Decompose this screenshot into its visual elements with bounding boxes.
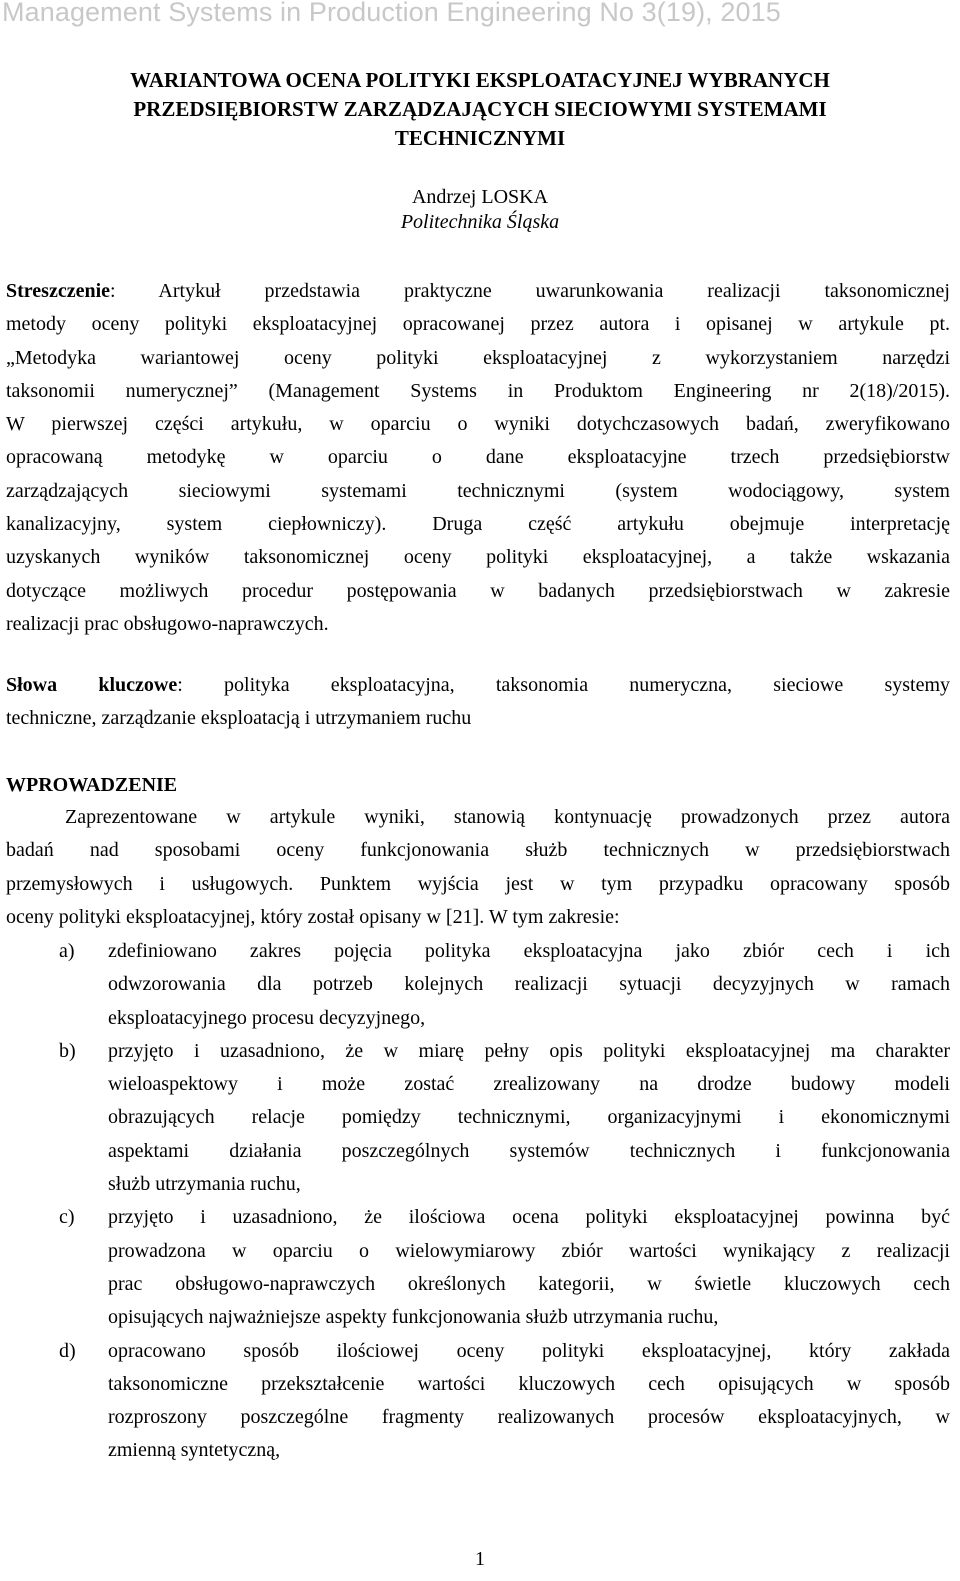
abstract-label: Streszczenie: [6, 280, 111, 302]
section-heading: WPROWADZENIE: [6, 774, 178, 796]
list-item-line: opracowano sposób ilościowej oceny polityki eksploatacyjnej, który zakłada: [108, 1339, 950, 1362]
abstract-line: taksonomii numerycznej” (Management Systems in Produktom Engineering nr 2(18)/2015).: [6, 379, 950, 402]
keywords-label: Słowa kluczowe: [6, 674, 178, 696]
list-item: [0, 1201, 950, 1334]
page-number: 1: [475, 1548, 485, 1570]
abstract: [6, 275, 950, 641]
author-affiliation: Politechnika Śląska: [400, 211, 560, 233]
abstract-line: dotyczące możliwych procedur postępowania w badanych przedsiębiorstwach w zakresie: [6, 579, 950, 602]
list-item-line: opisujących najważniejsze aspekty funkcjonowania służb utrzymania ruchu,: [108, 1306, 719, 1329]
abstract-line: opracowaną metodykę w oparciu o dane eksploatacyjne trzech przedsiębiorstw: [6, 446, 950, 469]
intro-paragraph: [6, 801, 950, 934]
list-item-line: zmienną syntetyczną,: [108, 1439, 281, 1462]
title-line: PRZEDSIĘBIORSTW ZARZĄDZAJĄCYCH SIECIOWYMI SYSTEMAMI: [133, 97, 827, 121]
abstract-first-line-text: : Artykuł przedstawia praktyczne uwarunkowania realizacji taksonomicznej: [110, 280, 950, 302]
abstract-line: metody oceny polityki eksploatacyjnej opracowanej przez autora i opisanej w artykule pt.: [6, 313, 950, 336]
title-line: TECHNICZNYMI: [394, 126, 566, 150]
abstract-line: zarządzających sieciowymi systemami technicznymi (system wodociągowy, system: [6, 479, 950, 502]
list-item-marker: a): [59, 940, 75, 962]
abstract-line: W pierwszej części artykułu, w oparciu o wyniki dotychczasowych badań, zweryfikowano: [6, 413, 950, 436]
list-item-line: taksonomiczne przekształcenie wartości kluczowych cech opisujących w sposób: [108, 1372, 950, 1395]
list-item-line: wieloaspektowy i może zostać zrealizowany na drodze budowy modeli: [108, 1073, 950, 1096]
intro-line: Zaprezentowane w artykule wyniki, stanowią kontynuację prowadzonych przez autora: [65, 806, 950, 828]
keywords-first-line-text: : polityka eksploatacyjna, taksonomia numeryczna, sieciowe systemy: [177, 674, 950, 696]
list-item-line: zdefiniowano zakres pojęcia polityka eksploatacyjna jako zbiór cech i ich: [108, 940, 950, 962]
list-item-line: aspektami działania poszczególnych systemów technicznych i funkcjonowania: [108, 1139, 950, 1162]
list-item-marker: b): [59, 1039, 76, 1062]
list-item-line: odwzorowania dla potrzeb kolejnych realizacji sytuacji decyzyjnych w ramach: [108, 973, 950, 996]
running-header: Management Systems in Production Engineering No 3(19), 2015: [2, 0, 781, 27]
abstract-line: uzyskanych wyników taksonomicznej oceny polityki eksploatacyjnej, a także wskazania: [6, 546, 950, 569]
intro-line: badań nad sposobami oceny funkcjonowania służb technicznych w przedsiębiorstwach: [6, 839, 950, 862]
list-item-line: prac obsługowo-naprawczych określonych kategorii, w świetle kluczowych cech: [108, 1272, 950, 1295]
keywords-line: techniczne, zarządzanie eksploatacją i utrzymaniem ruchu: [6, 707, 472, 730]
keywords-line: [6, 669, 950, 702]
list-item-line: rozproszony poszczególne fragmenty realizowanych procesów eksploatacyjnych, w: [108, 1406, 950, 1429]
abstract-line: [6, 275, 950, 308]
keywords: [6, 669, 950, 736]
list-item: [0, 935, 950, 1035]
list-item-marker: c): [59, 1206, 75, 1229]
list-item-line: przyjęto i uzasadniono, że ilościowa ocena polityki eksploatacyjnej powinna być: [108, 1206, 950, 1229]
list-item-line: prowadzona w oparciu o wielowymiarowy zbiór wartości wynikający z realizacji: [108, 1239, 950, 1262]
list-item: [0, 1335, 950, 1468]
abstract-line: kanalizacyjny, system ciepłowniczy). Druga część artykułu obejmuje interpretację: [6, 513, 950, 536]
list-item: [0, 1035, 950, 1201]
article-title: [0, 66, 960, 153]
list-item-line: eksploatacyjnego procesu decyzyjnego,: [108, 1006, 426, 1029]
enumerated-list: [0, 935, 950, 1468]
list-item-line: służb utrzymania ruchu,: [108, 1173, 301, 1196]
title-line: WARIANTOWA OCENA POLITYKI EKSPLOATACYJNEJ WYBRANYCH: [130, 68, 830, 92]
abstract-line: „Metodyka wariantowej oceny polityki eksploatacyjnej z wykorzystaniem narzędzi: [6, 346, 950, 369]
intro-line: oceny polityki eksploatacyjnej, który został opisany w [21]. W tym zakresie:: [6, 905, 620, 928]
abstract-line: realizacji prac obsługowo-naprawczych.: [6, 612, 329, 635]
author-name: Andrzej LOSKA: [411, 186, 549, 208]
list-item-line: przyjęto i uzasadniono, że w miarę pełny opis polityki eksploatacyjnej ma charakter: [108, 1039, 950, 1062]
intro-line: przemysłowych i usługowych. Punktem wyjścia jest w tym przypadku opracowany sposób: [6, 872, 950, 895]
list-item-line: obrazujących relacje pomiędzy technicznymi, organizacyjnymi i ekonomicznymi: [108, 1106, 950, 1129]
list-item-marker: d): [59, 1339, 76, 1362]
